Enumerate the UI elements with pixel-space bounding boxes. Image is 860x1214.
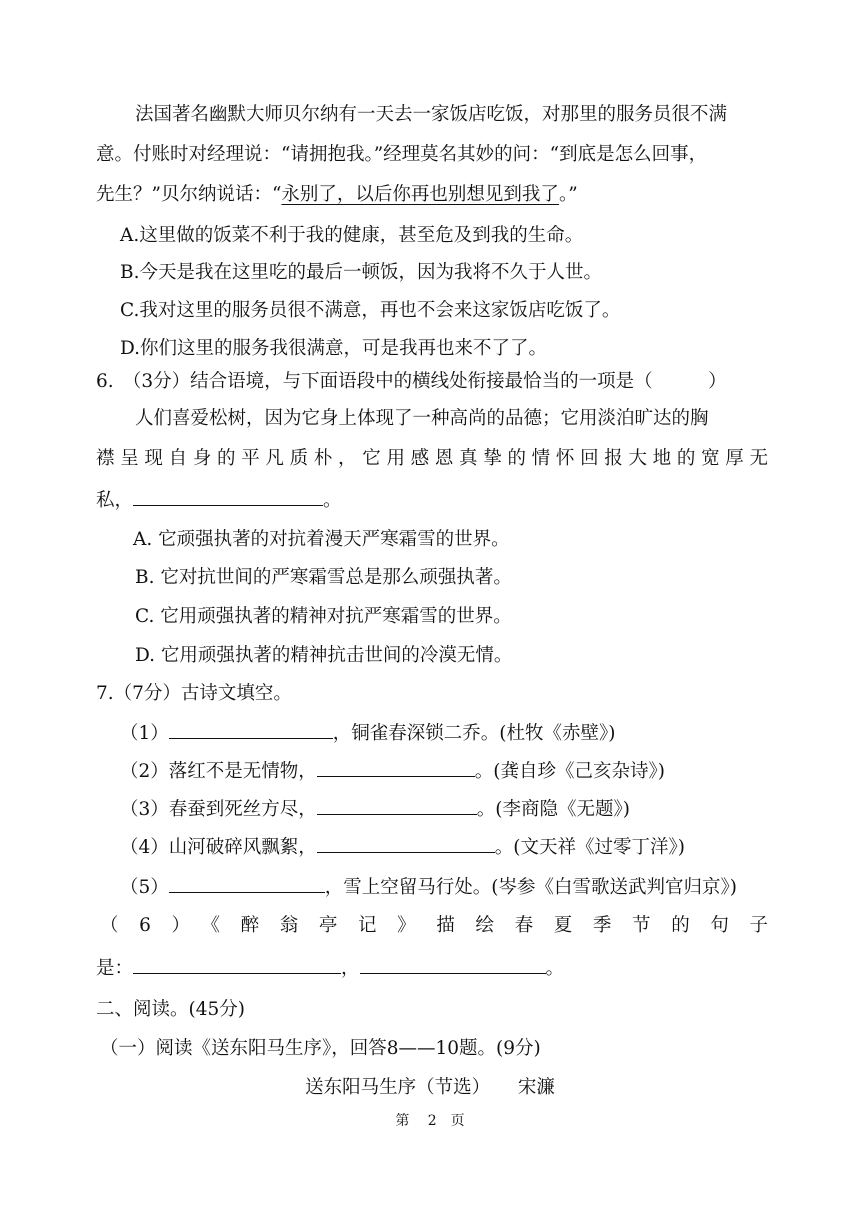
q7-item5-post: ，雪上空留马行处。(岑参《白雪歌送武判官归京》) bbox=[324, 877, 737, 898]
q7-item3 bbox=[120, 794, 792, 824]
q6-passage-line3-pre: 私， bbox=[96, 490, 134, 511]
passage5-line3 bbox=[96, 181, 768, 209]
q7-item4 bbox=[120, 832, 792, 862]
answer-blank[interactable] bbox=[133, 485, 323, 506]
q7-stem: 7.（7分）古诗文填空。 bbox=[96, 683, 292, 704]
q7-item5-pre: （5） bbox=[120, 877, 169, 898]
q6-passage-line3 bbox=[96, 485, 768, 515]
q5-option-d: D.你们这里的服务我很满意，可是我再也来不了了。 bbox=[120, 338, 548, 359]
q7-item6-mid: ， bbox=[341, 958, 360, 979]
text-title: 送东阳马生序（节选） 宋濂 bbox=[305, 1077, 555, 1098]
q6-option-a: A. 它顽强执著的对抗着漫天严寒霜雪的世界。 bbox=[133, 529, 510, 550]
q7-item2 bbox=[120, 756, 792, 786]
q6-stem: 6. （3分）结合语境，与下面语段中的横线处衔接最恰当的一项是（ ） bbox=[96, 371, 727, 392]
answer-blank[interactable] bbox=[169, 718, 333, 739]
underlined-sentence: 永别了，以后你再也别想见到我了 bbox=[281, 184, 559, 205]
q6-option-c: C. 它用顽强执著的精神对抗严寒霜雪的世界。 bbox=[135, 606, 512, 627]
answer-blank[interactable] bbox=[317, 794, 477, 815]
answer-blank[interactable] bbox=[360, 953, 546, 974]
q7-item4-pre: （4）山河破碎风飘絮， bbox=[120, 837, 317, 858]
q6-option-d: D. 它用顽强执著的精神抗击世间的冷漠无情。 bbox=[135, 645, 513, 666]
q7-item5 bbox=[120, 872, 792, 902]
q7-item1-pre: （1） bbox=[120, 723, 169, 744]
q7-item6-line1: （6）《醉翁亭记》描绘春夏季节的句子 bbox=[100, 915, 768, 936]
q6-passage-line2: 襟呈现自身的平凡质朴，它用感恩真挚的情怀回报大地的宽厚无 bbox=[96, 448, 768, 469]
passage5-line3-post: 。” bbox=[558, 184, 578, 205]
q7-item6-line2 bbox=[96, 953, 768, 983]
q7-item6-pre: 是： bbox=[96, 958, 134, 979]
q7-item1 bbox=[120, 718, 792, 748]
passage5-line2: 意。付账时对经理说：“请拥抱我。”经理莫名其妙的问：“到底是怎么回事， bbox=[96, 144, 708, 165]
section2-heading: 二、阅读。(45分) bbox=[96, 999, 245, 1020]
answer-blank[interactable] bbox=[317, 756, 475, 777]
passage5-line3-pre: 先生？”贝尔纳说话：“ bbox=[96, 184, 282, 205]
q6-option-b: B. 它对抗世间的严寒霜雪总是那么顽强执著。 bbox=[135, 567, 512, 588]
answer-blank[interactable] bbox=[169, 872, 325, 893]
q7-item2-post: 。(龚自珍《己亥杂诗》) bbox=[474, 761, 665, 782]
q7-item1-post: ，铜雀春深锁二乔。(杜牧《赤壁》) bbox=[332, 723, 616, 744]
q5-option-a: A.这里做的饭菜不利于我的健康，甚至危及到我的生命。 bbox=[120, 225, 584, 246]
answer-blank[interactable] bbox=[317, 832, 495, 853]
page-number: 第 2 页 bbox=[395, 1113, 465, 1129]
q7-item3-pre: （3）春蚕到死丝方尽， bbox=[120, 799, 317, 820]
q7-item2-pre: （2）落红不是无情物， bbox=[120, 761, 317, 782]
q5-option-c: C.我对这里的服务员很不满意，再也不会来这家饭店吃饭了。 bbox=[120, 300, 621, 321]
q6-passage-line3-post: 。 bbox=[323, 490, 342, 511]
q5-option-b: B.今天是我在这里吃的最后一顿饭，因为我将不久于人世。 bbox=[120, 262, 602, 283]
q7-item6-post: 。 bbox=[545, 958, 565, 979]
passage5-line1: 法国著名幽默大师贝尔纳有一天去一家饭店吃饭，对那里的服务员很不满 bbox=[135, 104, 728, 125]
section2-sub1: （一）阅读《送东阳马生序》，回答8——10题。(9分) bbox=[100, 1038, 541, 1059]
answer-blank[interactable] bbox=[133, 953, 341, 974]
q7-item4-post: 。(文天祥《过零丁洋》) bbox=[494, 837, 685, 858]
q7-item3-post: 。(李商隐《无题》) bbox=[476, 799, 630, 820]
q6-passage-line1: 人们喜爱松树，因为它身上体现了一种高尚的品德；它用淡泊旷达的胸 bbox=[135, 408, 709, 429]
